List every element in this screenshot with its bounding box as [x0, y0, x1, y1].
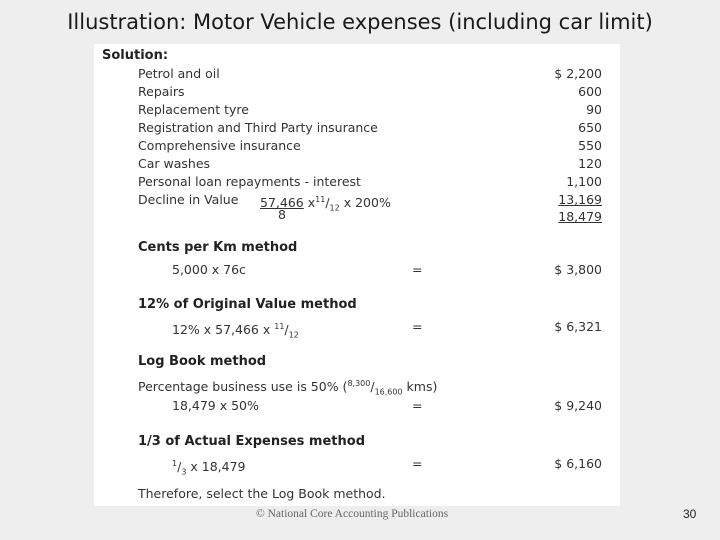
- log-book-percentage: Percentage business use is 50% ($^{8,300}/_{16,600}$ kms): [138, 379, 438, 397]
- expense-amount: 600: [578, 84, 602, 99]
- conclusion-text: Therefore, select the Log Book method.: [138, 486, 386, 501]
- log-book-frac-num: 8,300: [347, 379, 371, 388]
- expense-label: Registration and Third Party insurance: [138, 120, 378, 135]
- cents-per-km-result: $ 3,800: [554, 262, 602, 277]
- log-book-calc: 18,479 x 50%: [172, 398, 259, 413]
- equals-sign: =: [412, 398, 423, 413]
- decline-times: x: [307, 195, 316, 211]
- original-value-result: $ 6,321: [554, 319, 602, 334]
- expense-amount: 1,100: [566, 174, 602, 189]
- decline-label: Decline in Value: [138, 192, 239, 207]
- original-value-heading: 12% of Original Value method: [138, 297, 357, 312]
- decline-formula: 57,466 $x^{11}/_{12}$ x 200%: [260, 195, 391, 213]
- cents-per-km-calc: 5,000 x 76c: [172, 262, 246, 277]
- decline-denominator: 8: [278, 207, 286, 222]
- original-value-frac-den: 12: [288, 330, 299, 340]
- one-third-frac-den: 3: [181, 467, 187, 477]
- slide-title: Illustration: Motor Vehicle expenses (including car limit): [67, 10, 653, 34]
- one-third-result: $ 6,160: [554, 456, 602, 471]
- one-third-calc-suffix: x 18,479: [190, 459, 246, 475]
- log-book-frac-den: 16,600: [374, 387, 403, 397]
- expense-amount: 90: [586, 102, 602, 117]
- decline-rate: x 200%: [343, 195, 391, 211]
- expense-amount: 120: [578, 156, 602, 171]
- cents-per-km-heading: Cents per Km method: [138, 240, 298, 255]
- decline-numerator: 57,466: [260, 195, 304, 211]
- log-book-result: $ 9,240: [554, 398, 602, 413]
- decline-frac-den: 12: [329, 203, 340, 213]
- expense-label: Petrol and oil: [138, 66, 220, 81]
- log-book-heading: Log Book method: [138, 354, 267, 369]
- solution-heading: Solution:: [102, 48, 169, 63]
- original-value-calc-prefix: 12% x 57,466 x: [172, 322, 271, 338]
- equals-sign: =: [412, 456, 423, 471]
- expenses-total: 18,479: [558, 209, 602, 224]
- expense-label: Comprehensive insurance: [138, 138, 301, 153]
- equals-sign: =: [412, 319, 423, 334]
- page-number: 30: [683, 507, 697, 521]
- decline-amount: 13,169: [558, 192, 602, 207]
- expense-label: Replacement tyre: [138, 102, 249, 117]
- decline-frac-num: 11: [315, 195, 326, 204]
- one-third-heading: 1/3 of Actual Expenses method: [138, 434, 365, 449]
- expense-amount: 650: [578, 120, 602, 135]
- equals-sign: =: [412, 262, 423, 277]
- original-value-frac-num: 11: [274, 322, 285, 331]
- log-book-pct-suffix: kms): [402, 379, 438, 395]
- log-book-pct-text: Percentage business use is 50% (: [138, 379, 348, 395]
- original-value-calc: 12% x 57,466 x $^{11}/_{12}$: [172, 322, 299, 340]
- expense-label: Personal loan repayments - interest: [138, 174, 361, 189]
- expense-label: Car washes: [138, 156, 211, 171]
- expense-label: Repairs: [138, 84, 185, 99]
- expense-amount: $ 2,200: [554, 66, 602, 81]
- expense-amount: 550: [578, 138, 602, 153]
- one-third-frac-num: 1: [172, 459, 178, 468]
- footer-copyright: © National Core Accounting Publications: [256, 508, 449, 520]
- solution-panel: [94, 44, 620, 506]
- one-third-calc: $^1/_3$ x 18,479: [172, 459, 246, 477]
